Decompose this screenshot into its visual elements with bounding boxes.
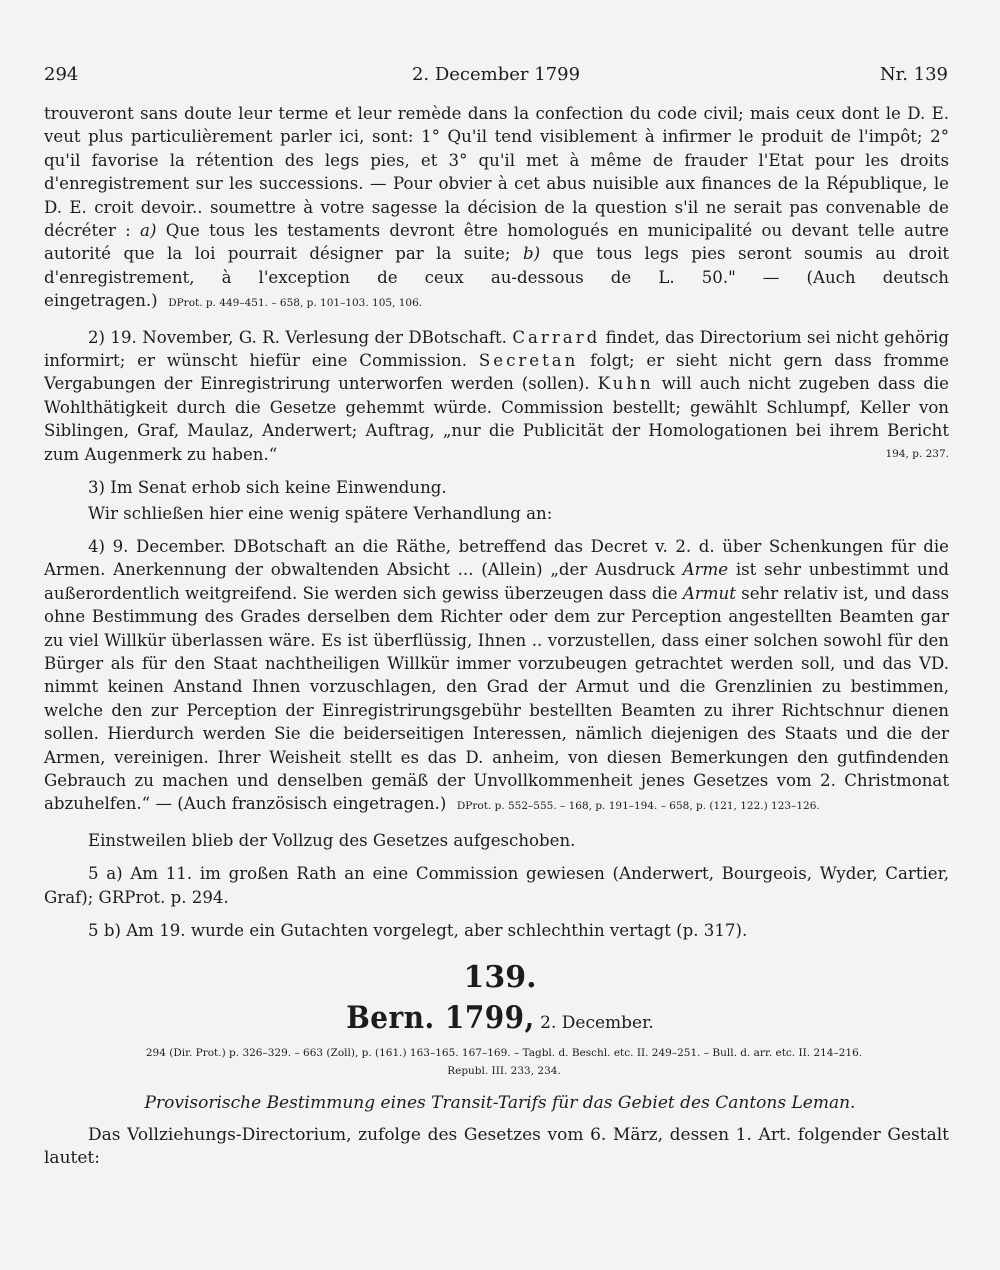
header-date: 2. December 1799: [411, 64, 581, 85]
place-year: Bern. 1799,: [346, 1000, 535, 1036]
source-references: [72, 1044, 936, 1080]
paragraph-grand-council: 2) 19. November, G. R. Verlesung der DBotschaft. Carrard findet, das Directorium sei nicht gehörig informirt; er wünscht hiefür eine Commission. Secretan folgt; er sieht nicht gern dass fromme Vergabungen der Einregistrirung unterworfen werden (sollen). Kuhn will auch nicht zugeben dass die Wohlthätigkeit durch die Gesetze gehemmt würde. Commission bestellt; gewählt Schlumpf, Keller von Siblingen, Graf, Maulaz, Anderwert; Auftrag, „nur die Publicität der Homologationen bei ihrem Bericht zum Augenmerk zu haben.“ 194, p. 237.: [44, 326, 949, 466]
paragraph-5b: 5 b) Am 19. wurde ein Gutachten vorgelegt, aber schlechthin vertagt (p. 317).: [88, 921, 748, 940]
page-number: 294: [44, 64, 79, 85]
section-subject: Provisorische Bestimmung eines Transit-Tarifs für das Gebiet des Cantons Leman.: [144, 1093, 856, 1113]
paragraph-suspended: Einstweilen blieb der Vollzug des Gesetzes aufgeschoben.: [88, 830, 576, 850]
reference-note: DProt. p. 552–555. – 168, p. 191–194. – 658, p. (121, 122.) 123–126.: [456, 800, 820, 813]
paragraph-transition: Wir schließen hier eine wenig spätere Verhandlung an:: [88, 503, 553, 523]
reference-note: DProt. p. 449–451. – 658, p. 101–103. 105, 106.: [168, 297, 423, 310]
place-date: 2. December.: [534, 1013, 654, 1033]
section-number: 139.: [463, 960, 537, 995]
header-doc-number: Nr. 139: [879, 64, 948, 85]
sources-line: Republ. III. 233, 234.: [447, 1065, 561, 1077]
paragraph-french-message: trouveront sans doute leur terme et leur remède dans la confection du code civil; mais ceux dont le D. E. veut plus particulièrement parler ici, sont: 1° Qu'il tend visiblement à infirmer le produit de l'impôt; 2° qu'il favorise la rétention des legs pies, et 3° qu'il met à même de frauder l'Etat pour les droits d'enregistrement sur les successions. — Pour obvier à cet abus nuisible aux finances de la République, le D. E. croit devoir.. soumettre à votre sagesse la décision de la question s'il ne serait pas convenable de décréter : a) Que tous les testaments devront être homologués en municipalité ou devant telle autre autorité que la loi pourrait désigner par la suite; b) que tous legs pies seront soumis au droit d'enregistrement, à l'exception de ceux au-dessous de L. 50." — (Auch deutsch eingetragen.) DProt. p. 449–451. – 658, p. 101–103. 105, 106.: [44, 104, 950, 311]
paragraph-5a: 5 a) Am 11. im großen Rath an eine Commission gewiesen (Anderwert, Bourgeois, Wyder, Cartier, Graf); GRProt. p. 294.: [44, 864, 949, 907]
speaker-name: Kuhn: [597, 374, 654, 394]
speaker-name: Carrard: [512, 327, 601, 347]
page-header: [44, 64, 948, 92]
paragraph-senate: 3) Im Senat erhob sich keine Einwendung.: [88, 478, 447, 498]
sources-line: 294 (Dir. Prot.) p. 326–329. – 663 (Zoll), p. (161.) 163–165. 167–169. – Tagbl. d. Beschl. etc. II. 249–251. – Bull. d. arr. etc. II. 214–216.: [145, 1047, 863, 1059]
paragraph-directorate-message: 4) 9. December. DBotschaft an die Räthe, betreffend das Decret v. 2. d. über Schenkungen für die Armen. Anerkennung der obwaltenden Absicht ... (Allein) „der Ausdruck Arme ist sehr unbestimmt und außerordentlich weitgreifend. Sie werden sich gewiss überzeugen dass die Armut sehr relativ ist, und dass ohne Bestimmung des Grades derselben dem Richter oder dem zur Perception angestellten Beamten gar zu viel Willkür überlassen wäre. Es ist überflüssig, Ihnen .. vorzustellen, dass einer solchen sowohl für den Bürger als für den Staat nachtheiligen Willkür immer vorzubeugen getrachtet werden soll, und das VD. nimmt keinen Anstand Ihnen vorzuschlagen, den Grad der Armut und die Grenzlinien zu bestimmen, welche den zur Perception der Einregistrirungsgebühr bestellten Beamten zu ihrer Richtschnur dienen sollen. Hierdurch werden Sie die beiderseitigen Interessen, nämlich diejenigen des Staats und die der Armen, vereinigen. Ihrer Weisheit stellt es das D. anheim, von diesen Bemerkungen den gutfindenden Gebrauch zu machen und denselben gemäß der Unvollkommenheit jenes Gesetzes vom 2. Christmonat abzuhelfen.“ — (Auch französisch eingetragen.) DProt. p. 552–555. – 168, p. 191–194. – 658, p. (121, 122.) 123–126.: [44, 536, 949, 814]
paragraph-decree-intro: Das Vollziehungs-Directorium, zufolge des Gesetzes vom 6. März, dessen 1. Art. folgender Gestalt lautet:: [44, 1125, 949, 1168]
reference-note: 194, p. 237.: [885, 447, 949, 460]
place-date-heading: [0, 1000, 1000, 1036]
speaker-name: Secretan: [478, 351, 579, 371]
main-text: [44, 102, 949, 952]
